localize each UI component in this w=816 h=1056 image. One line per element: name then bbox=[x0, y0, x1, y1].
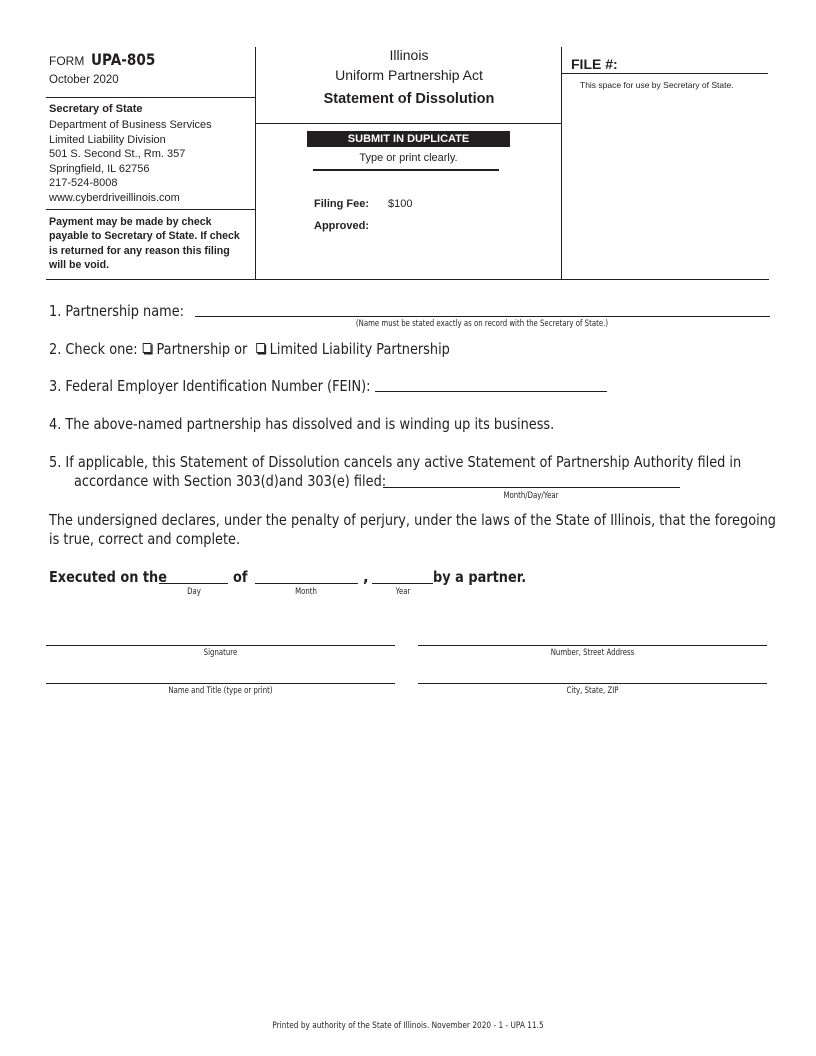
filing-fee-label: Filing Fee: bbox=[314, 198, 369, 210]
type-print-note: Type or print clearly. bbox=[359, 152, 458, 164]
partnership-name-label: 1. Partnership name: bbox=[49, 302, 184, 320]
header-divider-left bbox=[46, 97, 255, 98]
declaration-line2: is true, correct and complete. bbox=[49, 530, 241, 548]
partnership-option-label: Partnership or bbox=[156, 340, 248, 358]
llp-checkbox[interactable] bbox=[256, 343, 265, 353]
executed-day-field[interactable] bbox=[159, 583, 228, 584]
executed-suffix: by a partner. bbox=[433, 568, 527, 586]
form-date: October 2020 bbox=[49, 74, 119, 86]
day-caption: Day bbox=[187, 587, 201, 597]
executed-comma: , bbox=[363, 568, 369, 586]
act-name: Uniform Partnership Act bbox=[335, 67, 483, 83]
city-state-zip-caption: City, State, ZIP bbox=[566, 686, 619, 696]
file-number-label: FILE #: bbox=[571, 56, 618, 72]
submit-banner: SUBMIT IN DUPLICATE bbox=[307, 131, 510, 147]
page-footer: Printed by authority of the State of Illinois. November 2020 - 1 - UPA 11.5 bbox=[272, 1021, 544, 1031]
name-title-field[interactable] bbox=[46, 683, 395, 684]
authority-cancel-line1: 5. If applicable, this Statement of Dissolution cancels any active Statement of Partnership Authority filed in bbox=[49, 453, 742, 471]
street-address-caption: Number, Street Address bbox=[550, 648, 635, 658]
form-prefix: FORM bbox=[49, 54, 85, 68]
declaration-line1: The undersigned declares, under the penalty of perjury, under the laws of the State of Illinois, that the foregoing bbox=[49, 511, 776, 529]
file-number-line bbox=[561, 73, 768, 74]
name-title-caption: Name and Title (type or print) bbox=[168, 686, 273, 696]
executed-prefix: Executed on the bbox=[49, 568, 167, 586]
header-bottom-rule bbox=[46, 279, 769, 280]
signature-field[interactable] bbox=[46, 645, 395, 646]
website-link[interactable]: www.cyberdriveillinois.com bbox=[49, 191, 180, 204]
authority-cancel-line2: accordance with Section 303(d)and 303(e) filed: bbox=[74, 472, 387, 490]
fein-label: 3. Federal Employer Identification Number (FEIN): bbox=[49, 377, 371, 395]
office-address bbox=[49, 118, 212, 206]
file-note: This space for use by Secretary of State. bbox=[580, 80, 734, 90]
state-name: Illinois bbox=[389, 47, 429, 63]
office-line: 217-524-8008 bbox=[49, 177, 118, 190]
office-line: 501 S. Second St., Rm. 357 bbox=[49, 148, 186, 161]
llp-option-label: Limited Liability Partnership bbox=[269, 340, 450, 358]
check-one-row bbox=[49, 340, 450, 358]
month-caption: Month bbox=[295, 587, 317, 597]
executed-month-field[interactable] bbox=[255, 583, 358, 584]
header-divider-center bbox=[255, 123, 561, 124]
executed-of: of bbox=[233, 568, 248, 586]
statement-title: Statement of Dissolution bbox=[323, 91, 495, 107]
authority-filed-date-field[interactable] bbox=[383, 487, 680, 488]
executed-year-field[interactable] bbox=[372, 583, 433, 584]
submit-underline bbox=[313, 169, 499, 171]
form-number: UPA-805 bbox=[90, 50, 156, 69]
street-address-field[interactable] bbox=[418, 645, 767, 646]
office-line: Limited Liability Division bbox=[49, 133, 166, 146]
approved-label: Approved: bbox=[314, 220, 369, 232]
fein-field[interactable] bbox=[375, 391, 607, 392]
filing-fee-value: $100 bbox=[388, 198, 413, 210]
partnership-checkbox[interactable] bbox=[143, 343, 152, 353]
header-divider-payment bbox=[46, 209, 255, 210]
office-title: Secretary of State bbox=[49, 103, 143, 115]
partnership-name-caption: (Name must be stated exactly as on record with the Secretary of State.) bbox=[355, 319, 609, 329]
payment-note: Payment may be made by check payable to Secretary of State. If check is returned for any reason this filing will be void. bbox=[49, 216, 240, 272]
authority-date-caption: Month/Day/Year bbox=[503, 491, 559, 501]
year-caption: Year bbox=[395, 587, 411, 597]
dissolved-statement: 4. The above-named partnership has dissolved and is winding up its business. bbox=[49, 415, 555, 433]
check-one-label: 2. Check one: bbox=[49, 340, 138, 358]
office-line: Department of Business Services bbox=[49, 119, 212, 131]
signature-caption: Signature bbox=[203, 648, 238, 658]
city-state-zip-field[interactable] bbox=[418, 683, 767, 684]
office-line: Springfield, IL 62756 bbox=[49, 162, 150, 175]
partnership-name-field[interactable] bbox=[195, 316, 770, 317]
form-id bbox=[49, 50, 166, 70]
